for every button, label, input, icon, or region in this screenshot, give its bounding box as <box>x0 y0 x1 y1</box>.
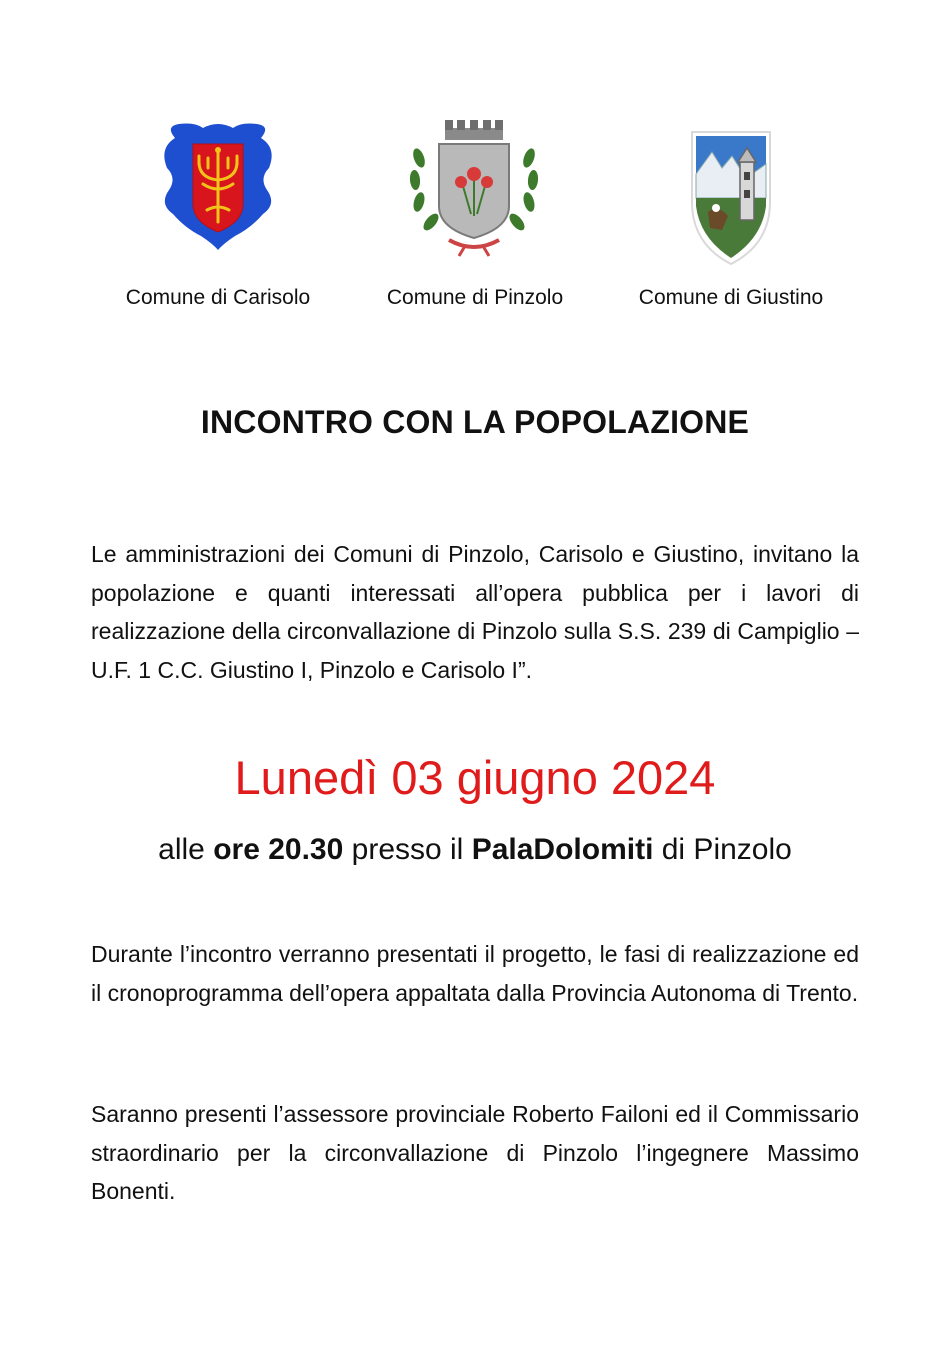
presenters-paragraph: Saranno presenti l’assessore provinciale Roberto Failoni ed il Commissario straordinario per la circonvallazione di Pinzolo l’ingegnere Massimo Bonenti. <box>91 1101 859 1204</box>
pinzolo-crest-icon <box>405 118 543 258</box>
comune-carisolo-label: Comune di Carisolo <box>125 286 311 309</box>
time-prefix: alle <box>158 833 205 866</box>
page-title: INCONTRO CON LA POPOLAZIONE <box>200 404 750 440</box>
event-time-place <box>0 833 950 867</box>
event-time: ore 20.30 <box>213 833 344 866</box>
intro-paragraph: Le amministrazioni dei Comuni di Pinzolo, Carisolo e Giustino, invitano la popolazione e quanti interessati all’opera pubblica per i lavori di realizzazione della circonvallazione di Pinzolo sulla S.S. 239 di Campiglio – U.F. 1 C.C. Giustino I, Pinzolo e Carisolo I”. <box>91 541 859 683</box>
place-prefix: presso il <box>351 833 464 866</box>
comune-pinzolo-label: Comune di Pinzolo <box>386 286 564 309</box>
giustino-crest-icon <box>652 112 810 270</box>
details-paragraph: Durante l’incontro verranno presentati il progetto, le fasi di realizzazione ed il cronoprogramma dell’opera appaltata dalla Provincia Autonoma di Trento. <box>91 941 859 1006</box>
comune-giustino-label: Comune di Giustino <box>638 286 824 309</box>
event-date: Lunedì 03 giugno 2024 <box>234 751 716 804</box>
carisolo-crest-icon <box>155 118 281 250</box>
event-venue: PalaDolomiti <box>471 833 654 866</box>
place-suffix: di Pinzolo <box>661 833 792 866</box>
